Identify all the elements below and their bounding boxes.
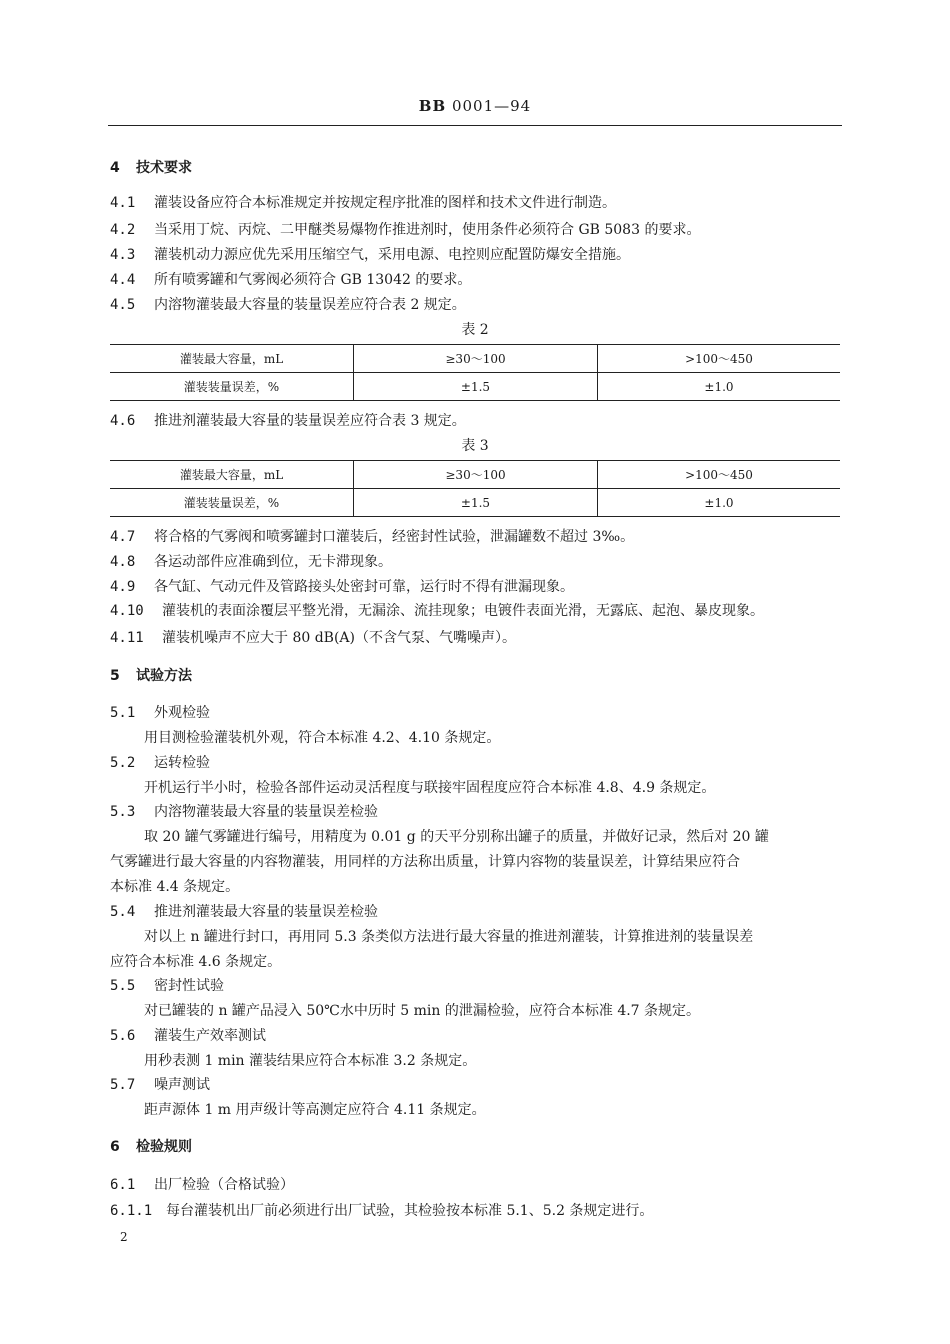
table-cell: 灌装装量误差，%	[110, 489, 354, 517]
clause-5-3-body-line2: 气雾罐进行最大容量的内容物灌装，用同样的方法称出质量，计算内容物的装量误差，计算结果应符合	[110, 854, 740, 870]
table-row	[110, 461, 840, 489]
clause-5-7-title: 5.7 噪声测试	[110, 1077, 210, 1093]
clause-5-6-body: 用秒表测 1 min 灌装结果应符合本标准 3.2 条规定。	[144, 1053, 477, 1069]
section-heading-4: 4 技术要求	[110, 160, 192, 176]
table-cell: 灌装最大容量，mL	[110, 345, 354, 373]
document-header	[0, 97, 950, 115]
section-heading-5: 5 试验方法	[110, 668, 192, 684]
clause-4-9: 4.9 各气缸、气动元件及管路接头处密封可靠，运行时不得有泄漏现象。	[110, 579, 574, 595]
clause-4-10: 4.10 灌装机的表面涂覆层平整光滑，无漏涂、流挂现象；电镀件表面光滑，无露底、起泡、暴皮现象。	[110, 603, 764, 619]
table-cell: ±1.0	[598, 489, 841, 517]
table-cell: 灌装最大容量，mL	[110, 461, 354, 489]
clause-5-3-body-line3: 本标准 4.4 条规定。	[110, 879, 240, 895]
table-3	[110, 460, 840, 517]
clause-4-8: 4.8 各运动部件应准确到位，无卡滞现象。	[110, 554, 392, 570]
table-cell: 灌装装量误差，%	[110, 373, 354, 401]
table-row	[110, 489, 840, 517]
table-cell: >100～450	[598, 345, 841, 373]
table-cell: >100～450	[598, 461, 841, 489]
clause-5-7-body: 距声源体 1 m 用声级计等高测定应符合 4.11 条规定。	[144, 1102, 486, 1118]
clause-5-2-title: 5.2 运转检验	[110, 755, 210, 771]
table-cell: ±1.5	[354, 373, 598, 401]
clause-5-4-title: 5.4 推进剂灌装最大容量的装量误差检验	[110, 904, 378, 920]
table-2-caption: 表 2	[461, 322, 489, 338]
clause-6-1-1: 6.1.1 每台灌装机出厂前必须进行出厂试验，其检验按本标准 5.1、5.2 条规定进行。	[110, 1203, 654, 1219]
page-number: 2	[120, 1230, 128, 1244]
clause-4-4: 4.4 所有喷雾罐和气雾阀必须符合 GB 13042 的要求。	[110, 272, 472, 288]
clause-6-1-title: 6.1 出厂检验（合格试验）	[110, 1177, 294, 1193]
standard-prefix: BB	[418, 97, 447, 115]
clause-5-4-body-line2: 应符合本标准 4.6 条规定。	[110, 954, 282, 970]
clause-4-1: 4.1 灌装设备应符合本标准规定并按规定程序批准的图样和技术文件进行制造。	[110, 195, 616, 211]
clause-5-6-title: 5.6 灌装生产效率测试	[110, 1028, 266, 1044]
clause-4-2: 4.2 当采用丁烷、丙烷、二甲醚类易爆物作推进剂时，使用条件必须符合 GB 5083 的要求。	[110, 222, 701, 238]
table-3-caption: 表 3	[461, 438, 489, 454]
table-cell: ≥30～100	[354, 345, 598, 373]
clause-5-5-body: 对已罐装的 n 罐产品浸入 50℃水中历时 5 min 的泄漏检验，应符合本标准 4.7 条规定。	[144, 1003, 701, 1019]
table-cell: ±1.0	[598, 373, 841, 401]
clause-5-1-title: 5.1 外观检验	[110, 705, 210, 721]
clause-5-3-body-line1: 取 20 罐气雾罐进行编号，用精度为 0.01 g 的天平分别称出罐子的质量，并做好记录，然后对 20 罐	[144, 829, 769, 845]
table-cell: ±1.5	[354, 489, 598, 517]
table-row	[110, 373, 840, 401]
clause-4-11: 4.11 灌装机噪声不应大于 80 dB(A)（不含气泵、气嘴噪声）。	[110, 630, 516, 646]
clause-4-6: 4.6 推进剂灌装最大容量的装量误差应符合表 3 规定。	[110, 413, 466, 429]
standard-code: 0001—94	[451, 97, 532, 115]
clause-4-5: 4.5 内溶物灌装最大容量的装量误差应符合表 2 规定。	[110, 297, 466, 313]
clause-5-1-body: 用目测检验灌装机外观，符合本标准 4.2、4.10 条规定。	[144, 730, 501, 746]
clause-4-7: 4.7 将合格的气雾阀和喷雾罐封口灌装后，经密封性试验，泄漏罐数不超过 3‰。	[110, 529, 635, 545]
clause-5-5-title: 5.5 密封性试验	[110, 978, 224, 994]
table-2	[110, 344, 840, 401]
table-row	[110, 345, 840, 373]
clause-5-2-body: 开机运行半小时，检验各部件运动灵活程度与联接牢固程度应符合本标准 4.8、4.9 条规定。	[144, 780, 716, 796]
table-cell: ≥30～100	[354, 461, 598, 489]
header-rule	[108, 125, 842, 126]
clause-5-3-title: 5.3 内溶物灌装最大容量的装量误差检验	[110, 804, 378, 820]
clause-4-3: 4.3 灌装机动力源应优先采用压缩空气，采用电源、电控则应配置防爆安全措施。	[110, 247, 630, 263]
clause-5-4-body-line1: 对以上 n 罐进行封口，再用同 5.3 条类似方法进行最大容量的推进剂灌装，计算推进剂的装量误差	[144, 929, 754, 945]
section-heading-6: 6 检验规则	[110, 1139, 192, 1155]
